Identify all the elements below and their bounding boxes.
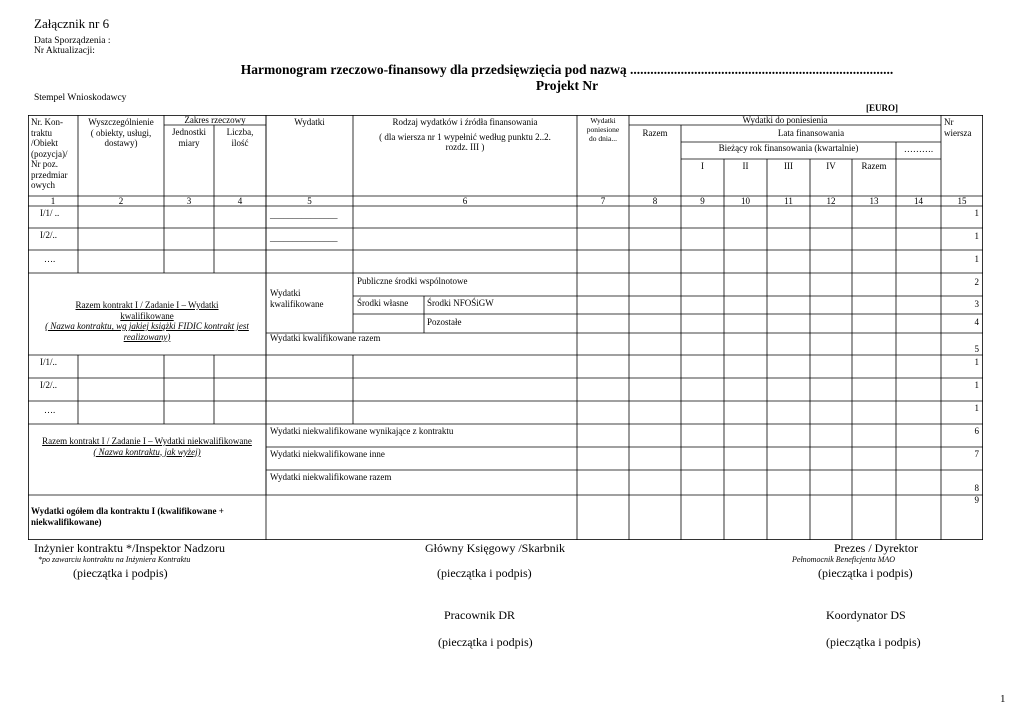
dr-worker-stamp-sign: (pieczątka i podpis) <box>438 635 533 649</box>
col-number: 14 <box>914 196 923 206</box>
col-number: 12 <box>826 196 836 206</box>
row-number: 1 <box>974 208 979 218</box>
accountant-label: Główny Księgowy /Skarbnik <box>425 541 565 555</box>
engineer-label: Inżynier kontraktu */Inspektor Nadzoru <box>34 541 225 555</box>
header-quarter-total: Razem <box>861 161 887 171</box>
header-next-years: ………. <box>903 144 934 154</box>
president-stamp-sign: (pieczątka i podpis) <box>818 566 913 580</box>
ds-coordinator-label: Koordynator DS <box>826 608 906 622</box>
header-current-year: Bieżący rok finansowania (kwartalnie) <box>718 143 859 153</box>
row-number: 2 <box>974 277 979 287</box>
nfosigw-label: Środki NFOŚiGW <box>427 298 494 308</box>
table-row-label: I/2/.. <box>40 380 57 390</box>
header-expenses: Wydatki <box>294 117 325 127</box>
col-number: 4 <box>237 196 243 206</box>
currency-label: [EURO] <box>866 103 898 113</box>
table-row-label: I/1/ .. <box>40 208 60 218</box>
nq-contract-label: Wydatki niekwalifikowane wynikające z kontraktu <box>270 426 454 436</box>
col-number: 2 <box>118 196 124 206</box>
col-number: 3 <box>186 196 192 206</box>
own-funds-label: Środki własne <box>357 298 409 308</box>
qualified-total-label: Wydatki kwalifikowane razem <box>270 333 381 343</box>
header-years: Lata finansowania <box>777 128 845 138</box>
row-number: 1 <box>974 231 979 241</box>
header-to-incur: Wydatki do poniesienia <box>742 115 828 125</box>
table-row-label: …. <box>44 254 56 264</box>
other-funds-label: Pozostałe <box>427 317 462 327</box>
col-number: 6 <box>462 196 468 206</box>
row-number: 1 <box>974 403 979 413</box>
header-scope: Zakres rzeczowy <box>184 115 246 125</box>
sum-qualified-label: Razem kontrakt I / Zadanie I – Wydatki kwalifikowane ( Nazwa kontraktu, wg jakiej książki FIDIC kontrakt jest realizowany) <box>45 300 249 342</box>
nq-other-label: Wydatki niekwalifikowane inne <box>270 449 385 459</box>
public-funds-label: Publiczne środki wspólnotowe <box>357 276 468 286</box>
row-number: 3 <box>974 299 979 309</box>
col-number: 10 <box>741 196 750 206</box>
header-unit: Jednostki miary <box>171 127 206 148</box>
table-row-label: …. <box>44 405 56 415</box>
placeholder-line: _______________ <box>270 233 338 243</box>
placeholder-line: _______________ <box>270 210 338 220</box>
engineer-stamp-sign: (pieczątka i podpis) <box>73 566 168 580</box>
col-number: 8 <box>652 196 658 206</box>
col-number: 15 <box>957 196 967 206</box>
annex-label: Załącznik nr 6 <box>34 16 110 31</box>
document-title: Harmonogram rzeczowo-finansowy dla przedsięwzięcia pod nazwą .............................................................................. <box>240 62 894 77</box>
table-row-label: I/1/.. <box>40 357 57 367</box>
header-contract-number: Nr. Kon- traktu /Obiekt (pozycja)/ Nr poz. przedmiar owych <box>31 117 68 190</box>
update-label: Nr Aktualizacji: <box>34 46 95 56</box>
row-number: 7 <box>974 449 979 459</box>
ds-coordinator-stamp-sign: (pieczątka i podpis) <box>826 635 921 649</box>
col-number: 11 <box>784 196 793 206</box>
engineer-note: *po zawarciu kontraktu na Inżyniera Kontraktu <box>38 555 191 564</box>
row-number: 1 <box>974 357 979 367</box>
col-number: 9 <box>700 196 705 206</box>
col-number: 5 <box>307 196 312 206</box>
row-number: 1 <box>974 254 979 264</box>
header-q3: III <box>784 161 793 171</box>
sum-nonqualified-label: Razem kontrakt I / Zadanie I – Wydatki niekwalifikowane ( Nazwa kontraktu, jak wyżej) <box>42 436 252 457</box>
nq-total-label: Wydatki niekwalifikowane razem <box>270 472 392 482</box>
grand-total-label: Wydatki ogółem dla kontraktu I (kwalifikowane + niekwalifikowane) <box>31 506 224 527</box>
header-quantity: Liczba, ilość <box>226 127 254 148</box>
col-number: 1 <box>50 196 56 206</box>
header-expense-type: Rodzaj wydatków i źródła finansowania ( dla wiersza nr 1 wypełnić według punktu 2..2. rozdz. III ) <box>379 117 551 152</box>
row-number: 6 <box>974 426 979 436</box>
applicant-stamp-label: Stempel Wnioskodawcy <box>34 93 127 103</box>
header-incurred: Wydatki poniesione do dnia... <box>586 116 620 143</box>
header-q4: IV <box>826 161 836 171</box>
date-label: Data Sporządzenia : <box>34 36 111 46</box>
header-q1: I <box>701 161 704 171</box>
project-number-title: Projekt Nr <box>535 78 599 93</box>
president-label: Prezes / Dyrektor <box>834 541 918 555</box>
row-number: 8 <box>974 483 979 493</box>
accountant-stamp-sign: (pieczątka i podpis) <box>437 566 532 580</box>
header-q2: II <box>742 161 749 171</box>
header-row-number: Nr wiersza <box>944 117 972 138</box>
schedule-table <box>28 115 983 540</box>
row-number: 1 <box>974 380 979 390</box>
president-note: Pełnomocnik Beneficjenta MAO <box>792 555 896 564</box>
row-number: 5 <box>974 344 979 354</box>
col-number: 7 <box>600 196 606 206</box>
qualified-expenses-label: Wydatki kwalifikowane <box>270 288 324 309</box>
row-number: 4 <box>974 317 979 327</box>
dr-worker-label: Pracownik DR <box>444 608 515 622</box>
col-number: 13 <box>869 196 879 206</box>
row-number: 9 <box>974 495 979 505</box>
table-row-label: I/2/.. <box>40 230 57 240</box>
header-total: Razem <box>642 128 668 138</box>
header-specification: Wyszczególnienie ( obiekty, usługi, dostawy) <box>88 117 154 148</box>
page-number: 1 <box>1000 693 1006 705</box>
